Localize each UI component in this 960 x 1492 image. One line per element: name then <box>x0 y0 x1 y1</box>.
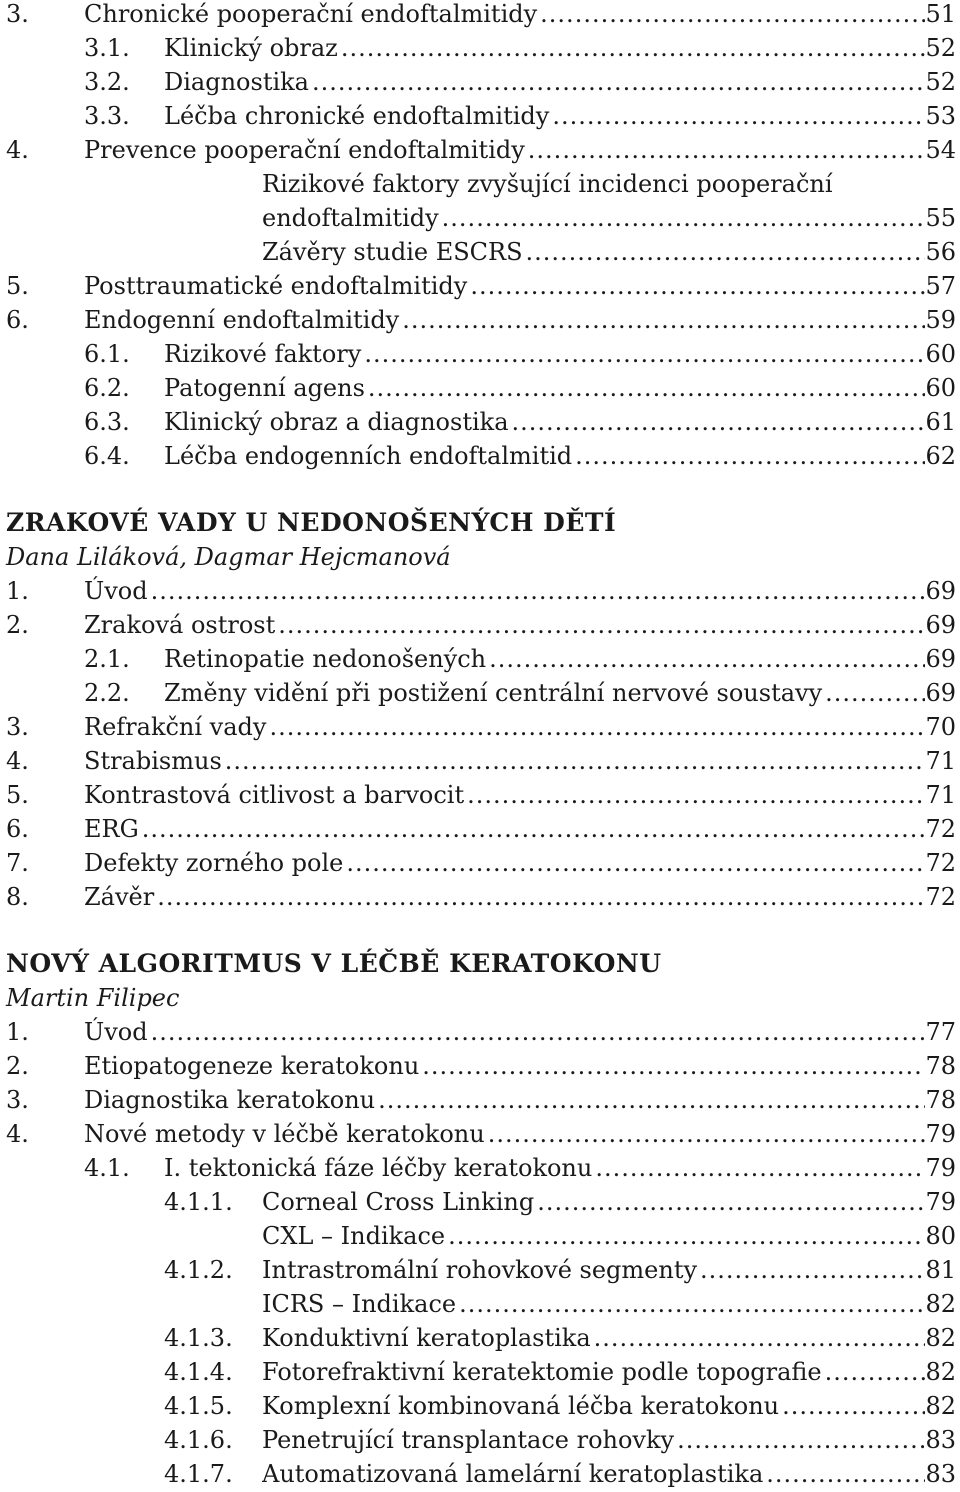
toc-entry-page-number: 57 <box>925 272 956 300</box>
toc-entry-page-number: 55 <box>925 204 956 232</box>
toc-entry-line <box>84 574 956 608</box>
toc-entry-page-number: 69 <box>925 645 956 673</box>
toc-entry-page-number: 51 <box>925 0 956 28</box>
dot-leader <box>361 337 925 371</box>
toc-entry-page-number: 82 <box>925 1392 956 1420</box>
toc-entry-page-number: 69 <box>925 577 956 605</box>
toc-entry-title: Corneal Cross Linking <box>262 1188 535 1216</box>
toc-entry-number: 4.1.7. <box>164 1460 233 1488</box>
toc-entry[interactable] <box>0 1083 960 1117</box>
toc-entry-line <box>84 608 956 642</box>
toc-entry-title: Léčba endogenních endoftalmitid <box>164 442 573 470</box>
toc-entry-title: Komplexní kombinovaná léčba keratokonu <box>262 1392 780 1420</box>
toc-entry-line <box>84 303 956 337</box>
dot-leader <box>591 1321 926 1355</box>
dot-leader <box>549 99 925 133</box>
toc-entry-number: 3. <box>6 0 29 28</box>
toc-entry-line <box>164 1151 956 1185</box>
toc-entry-line <box>164 642 956 676</box>
toc-entry-number: 3.2. <box>84 68 130 96</box>
toc-entry-number: 3.1. <box>84 34 130 62</box>
toc-entry-title: Kontrastová citlivost a barvocit <box>84 781 465 809</box>
toc-entry-title: Chronické pooperační endoftalmitidy <box>84 0 538 28</box>
toc-entry-line <box>262 1389 956 1423</box>
toc-entry[interactable] <box>0 0 960 31</box>
dot-leader <box>375 1083 925 1117</box>
toc-entry-page-number: 77 <box>925 1018 956 1046</box>
toc-entry-title: Rizikové faktory zvyšující incidenci pooperační <box>262 170 833 198</box>
dot-leader <box>222 744 926 778</box>
toc-entry-page-number: 52 <box>925 68 956 96</box>
toc-entry-line <box>84 1049 956 1083</box>
toc-entry-line <box>262 1321 956 1355</box>
toc-entry-title: Změny vidění při postižení centrální nervové soustavy <box>164 679 823 707</box>
toc-entry[interactable] <box>0 133 960 167</box>
toc-entry-number: 4.1.6. <box>164 1426 233 1454</box>
dot-leader <box>486 642 925 676</box>
toc-entry-number: 6. <box>6 306 29 334</box>
toc-entry-number: 1. <box>6 1018 29 1046</box>
toc-entry-page-number: 83 <box>925 1426 956 1454</box>
toc-entry-line <box>84 1117 956 1151</box>
toc-entry[interactable] <box>0 405 960 439</box>
toc-entry-page-number: 70 <box>925 713 956 741</box>
dot-leader <box>822 676 925 710</box>
toc-entry-number: 1. <box>6 577 29 605</box>
toc-entry-title: Diagnostika keratokonu <box>84 1086 376 1114</box>
toc-entry-number: 4.1. <box>84 1154 130 1182</box>
toc-entry[interactable] <box>0 880 960 914</box>
dot-leader <box>763 1457 925 1491</box>
toc-entry-page-number: 60 <box>925 340 956 368</box>
dot-leader <box>779 1389 925 1423</box>
toc-entry[interactable] <box>0 439 960 473</box>
dot-leader <box>419 1049 925 1083</box>
toc-entry-line <box>262 1457 956 1491</box>
toc-entry-title: Strabismus <box>84 747 222 775</box>
toc-entry-page-number: 81 <box>925 1256 956 1284</box>
toc-entry-page-number: 80 <box>925 1222 956 1250</box>
section-title-keratoconus: NOVÝ ALGORITMUS V LÉČBĚ KERATOKONU <box>6 949 662 978</box>
toc-entry-line <box>262 1253 956 1287</box>
toc-entry-number: 6.3. <box>84 408 130 436</box>
toc-entry-line <box>84 1015 956 1049</box>
toc-entry-number: 6.2. <box>84 374 130 402</box>
toc-entry-title: CXL – Indikace <box>262 1222 446 1250</box>
toc-entry-number: 4.1.3. <box>164 1324 233 1352</box>
toc-entry[interactable] <box>0 99 960 133</box>
toc-entry[interactable] <box>0 1253 960 1287</box>
toc-entry[interactable] <box>0 371 960 405</box>
dot-leader <box>523 235 926 269</box>
toc-entry-number: 4. <box>6 136 29 164</box>
toc-entry-title: Endogenní endoftalmitidy <box>84 306 400 334</box>
toc-entry-title: Konduktivní keratoplastika <box>262 1324 591 1352</box>
toc-entry[interactable] <box>0 65 960 99</box>
dot-leader <box>509 405 926 439</box>
toc-entry-title: Klinický obraz <box>164 34 338 62</box>
toc-entry-line <box>84 778 956 812</box>
toc-entry-number: 4.1.4. <box>164 1358 233 1386</box>
dot-leader <box>343 846 925 880</box>
toc-entry-page-number: 72 <box>925 883 956 911</box>
toc-entry-line <box>84 269 956 303</box>
toc-entry-title: Prevence pooperační endoftalmitidy <box>84 136 525 164</box>
dot-leader <box>822 1355 926 1389</box>
toc-entry-page-number: 78 <box>925 1086 956 1114</box>
toc-entry-number: 8. <box>6 883 29 911</box>
toc-entry-page-number: 72 <box>925 849 956 877</box>
toc-entry-title: Léčba chronické endoftalmitidy <box>164 102 550 130</box>
toc-entry-line <box>84 133 956 167</box>
toc-entry-page-number: 71 <box>925 781 956 809</box>
toc-entry[interactable] <box>0 846 960 880</box>
toc-entry-page-number: 82 <box>925 1324 956 1352</box>
toc-entry-number: 6.1. <box>84 340 130 368</box>
toc-entry-page-number: 79 <box>925 1188 956 1216</box>
toc-entry[interactable] <box>0 303 960 337</box>
toc-entry-title: Závěr <box>84 883 155 911</box>
toc-entry-number: 4.1.2. <box>164 1256 233 1284</box>
toc-entry-line <box>164 337 956 371</box>
toc-entry-number: 3.3. <box>84 102 130 130</box>
toc-entry-line <box>262 1423 956 1457</box>
dot-leader <box>485 1117 926 1151</box>
dot-leader <box>309 65 925 99</box>
toc-entry-title: Refrakční vady <box>84 713 267 741</box>
toc-entry-number: 2. <box>6 1052 29 1080</box>
toc-entry[interactable] <box>0 744 960 778</box>
toc-entry-page-number: 60 <box>925 374 956 402</box>
toc-entry[interactable] <box>0 235 960 269</box>
dot-leader <box>525 133 926 167</box>
toc-entry-title: Nové metody v léčbě keratokonu <box>84 1120 485 1148</box>
toc-entry-line <box>262 201 956 235</box>
toc-entry-title: Posttraumatické endoftalmitidy <box>84 272 468 300</box>
toc-entry-title: Defekty zorného pole <box>84 849 344 877</box>
dot-leader <box>148 1015 926 1049</box>
toc-entry-title: Penetrující transplantace rohovky <box>262 1426 675 1454</box>
dot-leader <box>537 0 925 31</box>
toc-block-premature-children <box>0 574 960 914</box>
toc-entry[interactable] <box>0 812 960 846</box>
toc-entry-number: 2. <box>6 611 29 639</box>
toc-entry-page-number: 72 <box>925 815 956 843</box>
dot-leader <box>139 812 926 846</box>
toc-entry-line <box>84 812 956 846</box>
toc-entry-title: Fotorefraktivní keratektomie podle topografie <box>262 1358 822 1386</box>
toc-entry-title: ERG <box>84 815 139 843</box>
dot-leader <box>266 710 925 744</box>
toc-entry-title: endoftalmitidy <box>262 204 439 232</box>
toc-entry-line <box>164 31 956 65</box>
toc-entry-page-number: 79 <box>925 1120 956 1148</box>
section-title-premature-children: ZRAKOVÉ VADY U NEDONOŠENÝCH DĚTÍ <box>6 508 617 537</box>
toc-entry-title: Automatizovaná lamelární keratoplastika <box>262 1460 764 1488</box>
toc-entry-page-number: 54 <box>925 136 956 164</box>
toc-entry-page-number: 82 <box>925 1358 956 1386</box>
dot-leader <box>338 31 926 65</box>
toc-entry-line <box>262 235 956 269</box>
dot-leader <box>148 574 926 608</box>
toc-entry-line <box>84 1083 956 1117</box>
section-authors-keratoconus: Martin Filipec <box>6 984 180 1012</box>
toc-entry-title: Diagnostika <box>164 68 309 96</box>
toc-entry-line <box>164 65 956 99</box>
toc-entry-line <box>262 1355 956 1389</box>
toc-entry-number: 6.4. <box>84 442 130 470</box>
toc-entry[interactable] <box>0 710 960 744</box>
dot-leader <box>572 439 925 473</box>
toc-entry-title: Úvod <box>84 1018 148 1046</box>
toc-entry[interactable] <box>0 1185 960 1219</box>
toc-entry-number: 5. <box>6 272 29 300</box>
dot-leader <box>399 303 925 337</box>
toc-entry[interactable] <box>0 1423 960 1457</box>
toc-entry-title: Zraková ostrost <box>84 611 276 639</box>
toc-entry-line <box>262 167 833 201</box>
dot-leader <box>464 778 925 812</box>
toc-entry-number: 5. <box>6 781 29 809</box>
toc-entry[interactable] <box>0 574 960 608</box>
toc-block-keratoconus <box>0 1015 960 1491</box>
toc-entry-page-number: 71 <box>925 747 956 775</box>
toc-entry[interactable] <box>0 337 960 371</box>
toc-entry-number: 4.1.5. <box>164 1392 233 1420</box>
toc-entry-number: 4. <box>6 747 29 775</box>
dot-leader <box>439 201 926 235</box>
toc-entry-page-number: 56 <box>925 238 956 266</box>
section-authors-premature-children: Dana Liláková, Dagmar Hejcmanová <box>6 543 451 571</box>
toc-entry[interactable] <box>0 1389 960 1423</box>
toc-entry-number: 6. <box>6 815 29 843</box>
toc-entry-line <box>164 676 956 710</box>
toc-entry[interactable] <box>0 201 960 235</box>
toc-entry[interactable] <box>0 1219 960 1253</box>
dot-leader <box>365 371 926 405</box>
toc-entry-line <box>262 1185 956 1219</box>
dot-leader <box>467 269 925 303</box>
toc-entry-number: 3. <box>6 1086 29 1114</box>
toc-entry[interactable] <box>0 608 960 642</box>
toc-entry-number: 3. <box>6 713 29 741</box>
toc-entry-line <box>164 439 956 473</box>
toc-block-endophthalmitis <box>0 0 960 473</box>
toc-entry-number: 2.2. <box>84 679 130 707</box>
toc-entry-line <box>84 0 956 31</box>
toc-entry[interactable] <box>0 1321 960 1355</box>
toc-entry-page-number: 61 <box>925 408 956 436</box>
toc-entry-title: Rizikové faktory <box>164 340 362 368</box>
dot-leader <box>674 1423 925 1457</box>
dot-leader <box>456 1287 925 1321</box>
toc-entry-title: I. tektonická fáze léčby keratokonu <box>164 1154 593 1182</box>
toc-entry-page-number: 52 <box>925 34 956 62</box>
dot-leader <box>275 608 925 642</box>
toc-entry-number: 2.1. <box>84 645 130 673</box>
toc-entry-title: Patogenní agens <box>164 374 365 402</box>
toc-entry[interactable] <box>0 778 960 812</box>
toc-entry-title: Úvod <box>84 577 148 605</box>
toc-entry-title: Etiopatogeneze keratokonu <box>84 1052 420 1080</box>
dot-leader <box>534 1185 925 1219</box>
toc-entry[interactable] <box>0 1457 960 1491</box>
toc-entry-page-number: 83 <box>925 1460 956 1488</box>
toc-entry-page-number: 69 <box>925 611 956 639</box>
toc-entry-page-number: 53 <box>925 102 956 130</box>
toc-entry-title: Retinopatie nedonošených <box>164 645 487 673</box>
toc-entry-line <box>164 405 956 439</box>
toc-entry-title: Závěry studie ESCRS <box>262 238 523 266</box>
toc-entry-number: 4. <box>6 1120 29 1148</box>
toc-entry-page-number: 62 <box>925 442 956 470</box>
toc-entry-number: 7. <box>6 849 29 877</box>
toc-entry[interactable] <box>0 1355 960 1389</box>
dot-leader <box>697 1253 925 1287</box>
toc-entry-line <box>84 880 956 914</box>
toc-entry-line <box>84 846 956 880</box>
toc-entry-page-number: 59 <box>925 306 956 334</box>
toc-entry-line <box>84 744 956 778</box>
toc-entry[interactable] <box>0 269 960 303</box>
toc-entry[interactable] <box>0 167 960 201</box>
toc-entry-line <box>164 99 956 133</box>
toc-entry[interactable] <box>0 1151 960 1185</box>
dot-leader <box>592 1151 925 1185</box>
toc-entry[interactable] <box>0 676 960 710</box>
toc-entry-title: Klinický obraz a diagnostika <box>164 408 509 436</box>
toc-entry-line <box>164 371 956 405</box>
toc-entry-title: ICRS – Indikace <box>262 1290 457 1318</box>
toc-entry[interactable] <box>0 642 960 676</box>
toc-entry[interactable] <box>0 1117 960 1151</box>
toc-entry[interactable] <box>0 1015 960 1049</box>
toc-entry[interactable] <box>0 1049 960 1083</box>
dot-leader <box>154 880 925 914</box>
toc-entry-page-number: 79 <box>925 1154 956 1182</box>
toc-entry-line <box>262 1219 956 1253</box>
toc-entry[interactable] <box>0 1287 960 1321</box>
toc-entry-line <box>84 710 956 744</box>
toc-entry-page-number: 82 <box>925 1290 956 1318</box>
toc-entry-line <box>262 1287 956 1321</box>
toc-entry[interactable] <box>0 31 960 65</box>
toc-entry-page-number: 78 <box>925 1052 956 1080</box>
toc-entry-page-number: 69 <box>925 679 956 707</box>
toc-entry-number: 4.1.1. <box>164 1188 233 1216</box>
dot-leader <box>445 1219 925 1253</box>
toc-entry-title: Intrastromální rohovkové segmenty <box>262 1256 698 1284</box>
